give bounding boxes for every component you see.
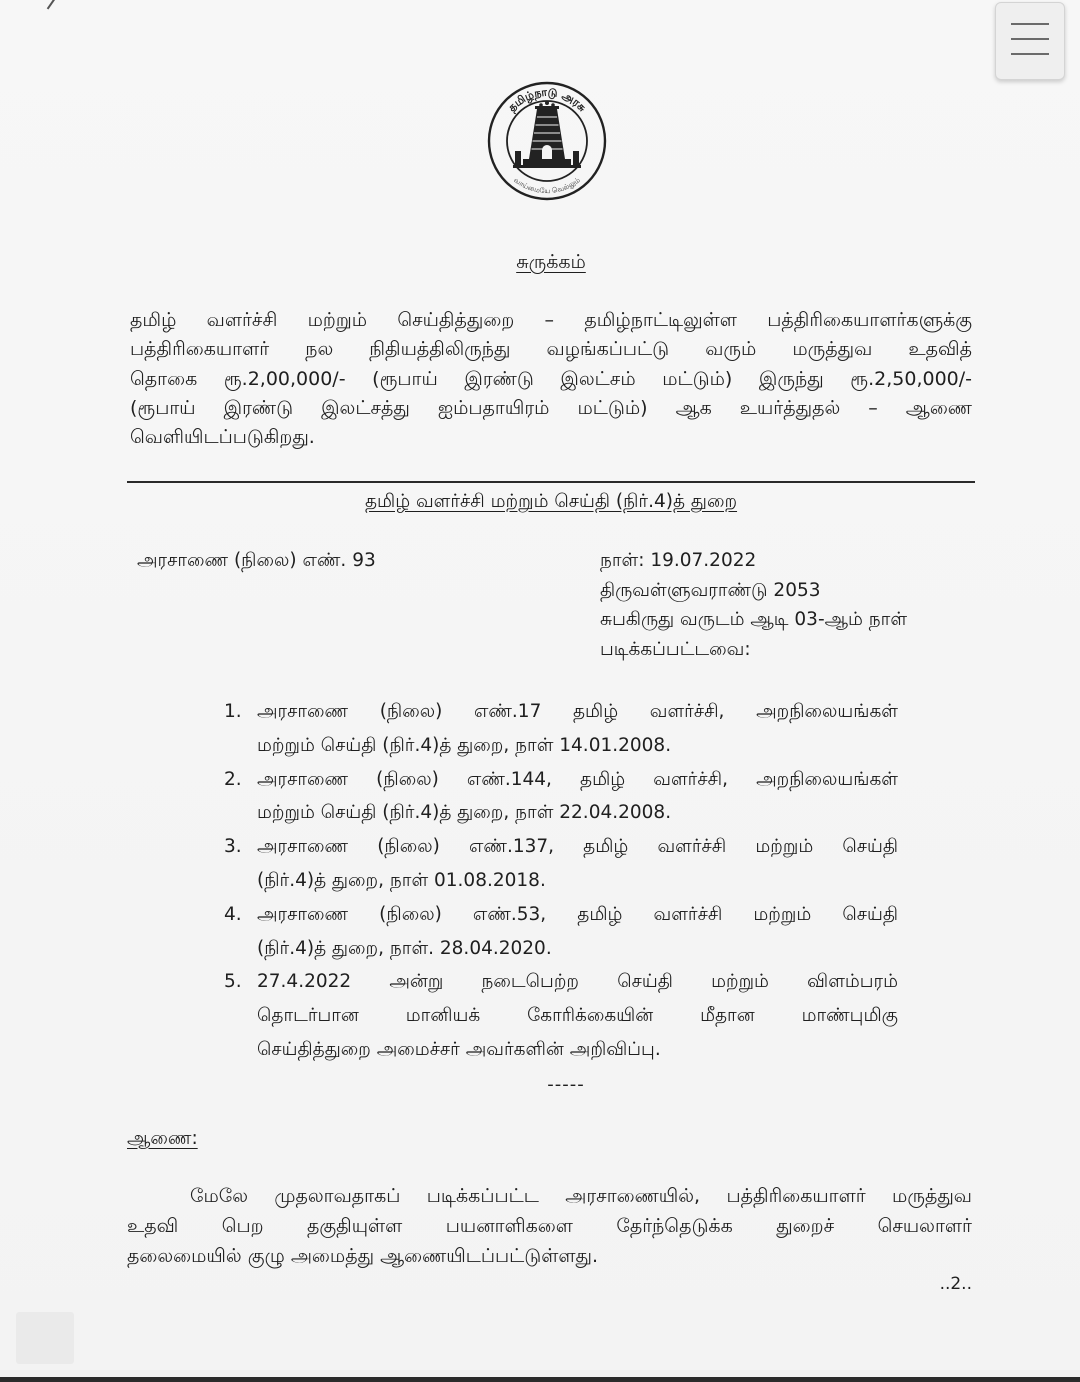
reference-item — [222, 830, 898, 898]
reference-line: தொடர்பான மானியக் கோரிக்கையின் மீதான மாண்புமிகு — [257, 1005, 898, 1027]
reference-line: (நிர்.4)த் துறை, நாள் 01.08.2018. — [257, 869, 546, 891]
page-marker: ..2.. — [939, 1274, 972, 1294]
summary-paragraph — [130, 306, 972, 452]
summary-line: (ரூபாய் இரண்டு இலட்சத்து ஐம்பதாயிரம் மட்டும்) ஆக உயர்த்துதல் – ஆணை — [130, 396, 972, 419]
menu-button[interactable] — [995, 2, 1065, 80]
reference-line: (நிர்.4)த் துறை, நாள். 28.04.2020. — [257, 937, 552, 959]
reference-line: மற்றும் செய்தி (நிர்.4)த் துறை, நாள் 22.04.2008. — [257, 802, 672, 824]
reference-line: செய்தித்துறை அமைச்சர் அவர்களின் அறிவிப்பு. — [257, 1038, 661, 1060]
reference-line: அரசாணை (நிலை) எண்.144, தமிழ் வளர்ச்சி, அறநிலையங்கள் — [257, 768, 898, 790]
reference-line: அரசாணை (நிலை) எண்.17 தமிழ் வளர்ச்சி, அறநிலையங்கள் — [257, 701, 898, 722]
scan-mark — [16, 1312, 74, 1364]
reference-number: 1. — [224, 701, 242, 722]
emblem-title: தமிழ்நாடு அரசு — [505, 85, 589, 115]
order-line: மேலே முதலாவதாகப் படிக்கப்பட்ட அரசாணையில், பத்திரிகையாளர் மருத்துவ — [190, 1185, 972, 1207]
scan-mark — [47, 0, 56, 9]
reference-line: அரசாணை (நிலை) எண்.53, தமிழ் வளர்ச்சி மற்றும் செய்தி — [257, 903, 899, 925]
page-edge — [0, 1377, 1080, 1382]
reference-number: 5. — [224, 971, 242, 993]
order-number: அரசாணை (நிலை) எண். 93 — [137, 550, 376, 571]
order-line: தலைமையில் குழு அமைத்து ஆணையிடப்பட்டுள்ளது. — [127, 1245, 599, 1267]
order-date: நாள்: 19.07.2022 — [600, 550, 757, 571]
order-heading: ஆணை: — [127, 1128, 198, 1149]
summary-line: தமிழ் வளர்ச்சி மற்றும் செய்தித்துறை – தமிழ்நாட்டிலுள்ள பத்திரிகையாளர்களுக்கு — [130, 309, 973, 331]
divider — [127, 481, 975, 483]
reference-number: 4. — [224, 903, 242, 925]
read-label: படிக்கப்பட்டவை: — [600, 638, 751, 660]
reference-item — [222, 695, 898, 763]
reference-line: 27.4.2022 அன்று நடைபெற்ற செய்தி மற்றும் விளம்பரம் — [257, 971, 899, 993]
reference-item — [222, 965, 898, 1066]
summary-line: பத்திரிகையாளர் நல நிதியத்திலிருந்து வழங்கப்பட்டு வரும் மருத்துவ உதவித் — [130, 338, 972, 361]
reference-item — [222, 763, 898, 831]
order-dates — [600, 546, 980, 664]
summary-line: தொகை ரூ.2,00,000/- (ரூபாய் இரண்டு இலட்சம் மட்டும்) இருந்து ரூ.2,50,000/- — [130, 367, 973, 390]
order-paragraph — [127, 1181, 972, 1271]
emblem-motto: வாய்மையே வெல்லும் — [512, 176, 582, 196]
summary-heading: சுருக்கம் — [516, 251, 586, 273]
reference-number: 2. — [224, 768, 242, 790]
reference-item — [222, 898, 898, 966]
department-heading: தமிழ் வளர்ச்சி மற்றும் செய்தி (நிர்.4)த் துறை — [364, 491, 738, 512]
reference-line: அரசாணை (நிலை) எண்.137, தமிழ் வளர்ச்சி மற்றும் செய்தி — [257, 836, 899, 858]
reference-number: 3. — [224, 836, 242, 858]
hamburger-icon — [1010, 19, 1050, 59]
summary-line: வெளியிடப்படுகிறது. — [130, 426, 315, 449]
order-line: உதவி பெற தகுதியுள்ள பயனாளிகளை தேர்ந்தெடுக்க துறைச் செயலாளர் — [127, 1215, 972, 1237]
tamil-nadu-emblem-icon — [485, 79, 609, 203]
thiruvalluvar-year: திருவள்ளுவராண்டு 2053 — [600, 579, 821, 601]
section-separator: ----- — [547, 1074, 585, 1095]
tamil-date: சுபகிருது வருடம் ஆடி 03-ஆம் நாள் — [600, 609, 908, 630]
reference-line: மற்றும் செய்தி (நிர்.4)த் துறை, நாள் 14.01.2008. — [257, 734, 672, 756]
references-list — [222, 695, 898, 1067]
